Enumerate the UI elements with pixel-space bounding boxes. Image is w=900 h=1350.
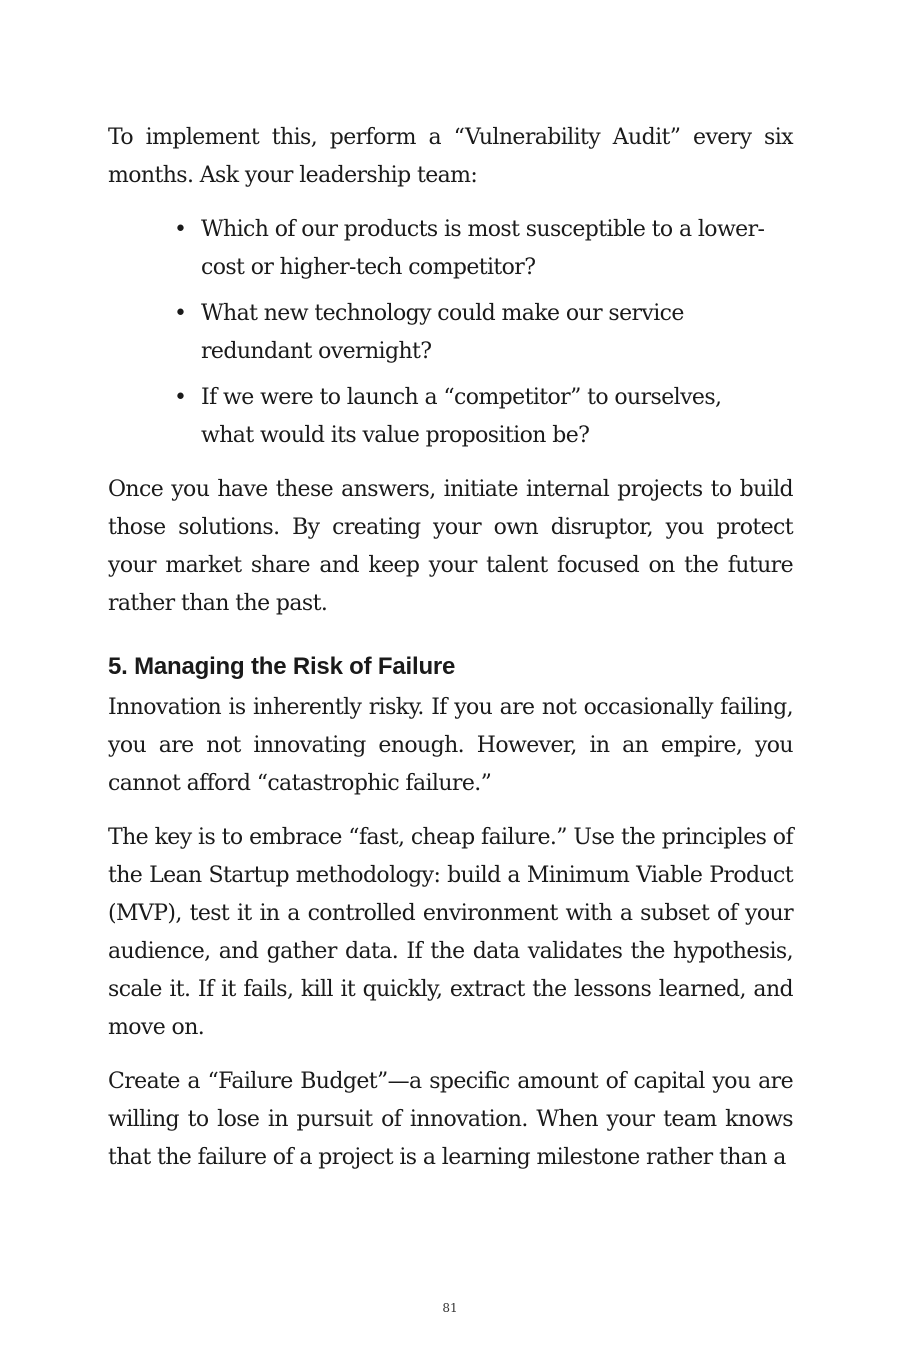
list-item: • Which of our products is most susceptible to a lower-cost or higher-tech competitor? [201, 211, 793, 287]
intro-paragraph: To implement this, perform a “Vulnerability Audit” every six months. Ask your leadership team: [108, 125, 793, 188]
followup-paragraph: Once you have these answers, initiate internal projects to build those solutions. By creating your own disruptor, you protect your market share and keep your talent focused on the future rather than the past. [108, 477, 793, 616]
page-number: 81 [442, 1301, 458, 1315]
section-heading: 5. Managing the Risk of Failure [108, 653, 456, 680]
audit-questions-list [108, 211, 793, 455]
page-body [108, 119, 793, 1193]
section-paragraph: Innovation is inherently risky. If you are not occasionally failing, you are not innovating enough. However, in an empire, you cannot afford “catastrophic failure.” [108, 695, 793, 796]
list-item: • If we were to launch a “competitor” to ourselves, what would its value proposition be? [201, 379, 793, 455]
section-paragraph: The key is to embrace “fast, cheap failure.” Use the principles of the Lean Startup methodology: build a Minimum Viable Product (MVP), test it in a controlled environment with a subset of your audience, and gather data. If the data validates the hypothesis, scale it. If it fails, kill it quickly, extract the lessons learned, and move on. [108, 825, 793, 1040]
section-paragraph: Create a “Failure Budget”—a specific amount of capital you are willing to lose in pursuit of innovation. When your team knows that the failure of a project is a learning milestone rather than a [108, 1069, 793, 1170]
list-item: • What new technology could make our service redundant overnight? [201, 295, 793, 371]
